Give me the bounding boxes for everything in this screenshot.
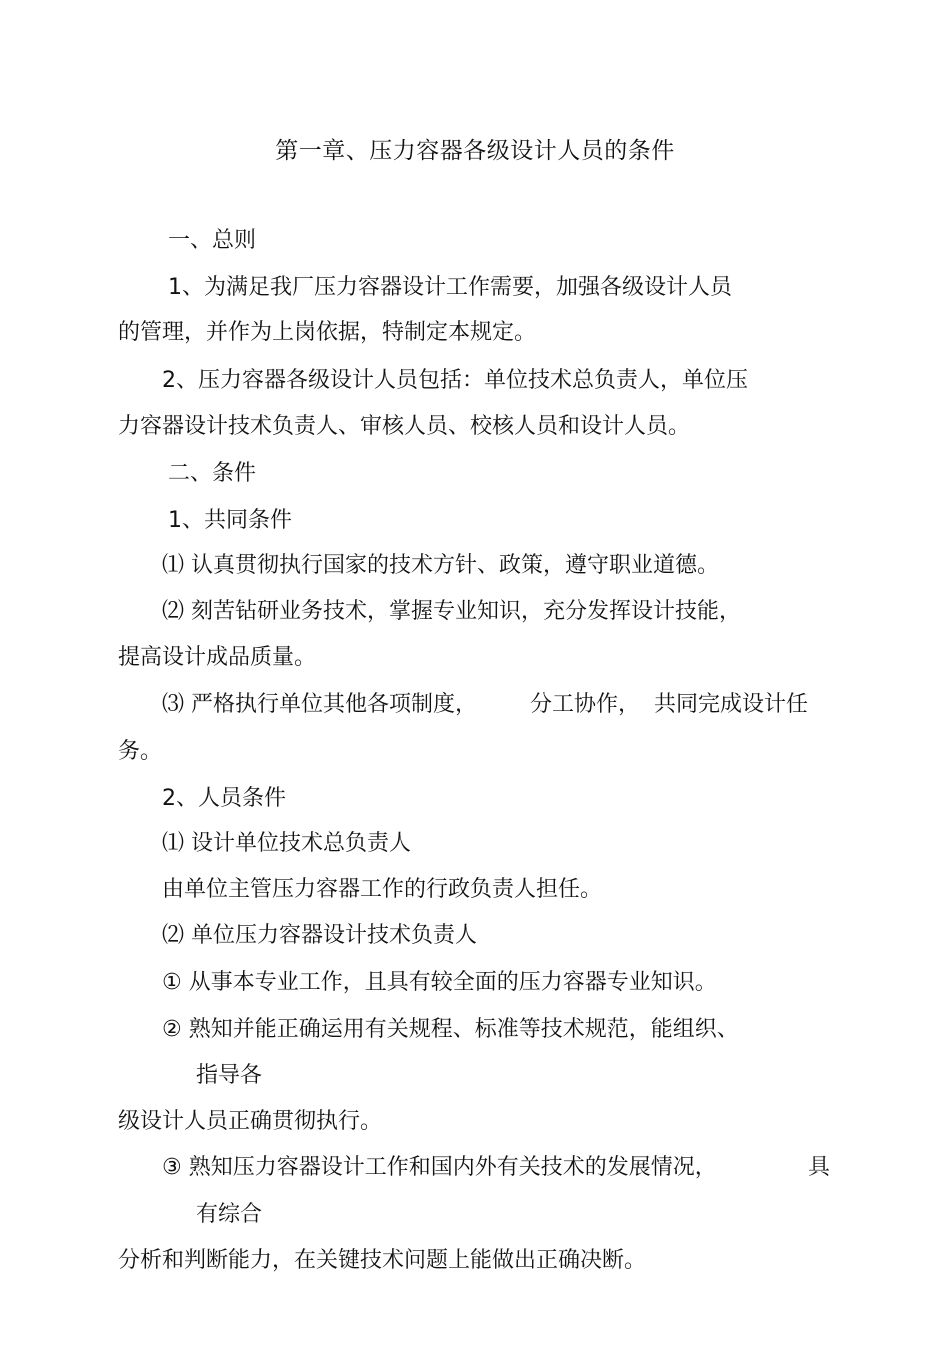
paragraph-line: ① 从事本专业工作，且具有较全面的压力容器专业知识。	[162, 970, 717, 995]
paragraph-line-fragment: 共同完成设计任	[654, 692, 809, 717]
paragraph-line: 的管理，并作为上岗依据，特制定本规定。	[118, 320, 537, 345]
chapter-title: 第一章、压力容器各级设计人员的条件	[275, 138, 675, 164]
paragraph-line: ⑵ 单位压力容器设计技术负责人	[162, 923, 477, 948]
paragraph-line-fragment: 具	[808, 1155, 831, 1180]
paragraph-line: 由单位主管压力容器工作的行政负责人担任。	[162, 877, 603, 902]
paragraph-line: 级设计人员正确贯彻执行。	[118, 1109, 383, 1134]
paragraph-line: 务。	[118, 739, 163, 764]
section-heading-general: 一、总则	[168, 228, 257, 253]
paragraph-line: 2、压力容器各级设计人员包括：单位技术总负责人，单位压	[162, 368, 748, 393]
paragraph-line: 分析和判断能力，在关键技术问题上能做出正确决断。	[118, 1248, 647, 1273]
section-heading-conditions: 二、条件	[168, 461, 257, 486]
paragraph-line: ② 熟知并能正确运用有关规程、标准等技术规范，能组织、	[162, 1017, 739, 1042]
paragraph-line-fragment: 分工协作，	[530, 692, 641, 717]
paragraph-line: 1、为满足我厂压力容器设计工作需要，加强各级设计人员	[168, 275, 732, 300]
paragraph-line: ⑴ 认真贯彻执行国家的技术方针、政策，遵守职业道德。	[162, 553, 719, 578]
paragraph-line: 指导各	[196, 1063, 263, 1088]
paragraph-line: ⑶ 严格执行单位其他各项制度，	[162, 692, 477, 717]
subsection-heading: 2、人员条件	[162, 786, 286, 811]
paragraph-line: 提高设计成品质量。	[118, 645, 317, 670]
paragraph-line: 有综合	[196, 1202, 263, 1227]
paragraph-line: ⑴ 设计单位技术总负责人	[162, 831, 411, 856]
subsection-heading: 1、共同条件	[168, 508, 292, 533]
paragraph-line: ③ 熟知压力容器设计工作和国内外有关技术的发展情况，	[162, 1155, 717, 1180]
paragraph-line: ⑵ 刻苦钻研业务技术，掌握专业知识，充分发挥设计技能，	[162, 599, 741, 624]
paragraph-line: 力容器设计技术负责人、审核人员、校核人员和设计人员。	[118, 414, 691, 439]
